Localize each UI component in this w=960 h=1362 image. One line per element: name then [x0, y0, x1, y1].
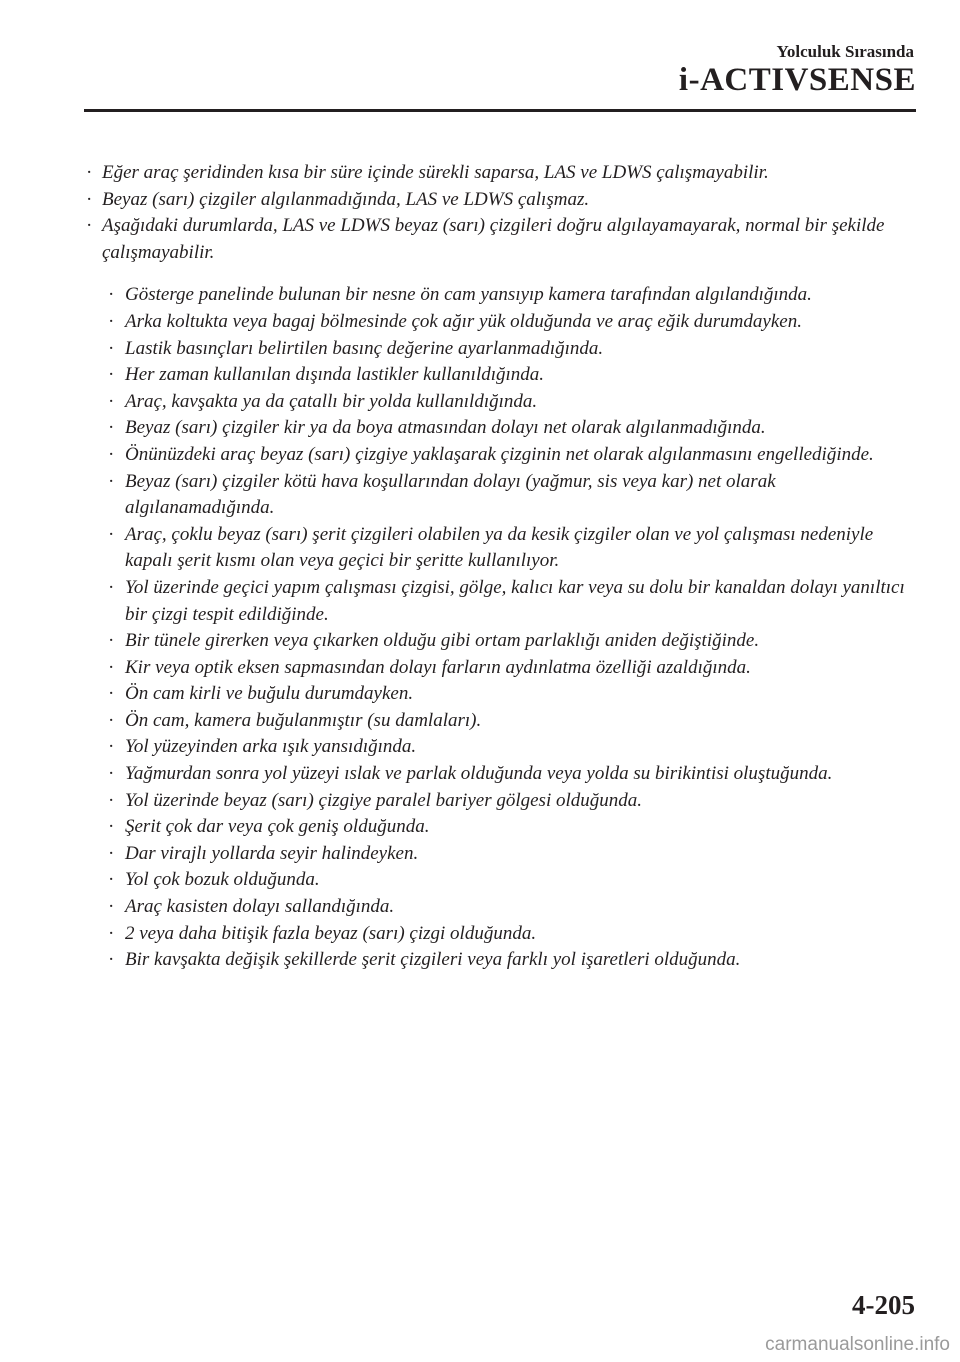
sub-list-item	[108, 522, 921, 575]
list-item-text: Bir tünele girerken veya çıkarken olduğu gibi ortam parlaklığı aniden değiştiğinde.	[125, 630, 760, 652]
bullet-dot-icon: ·	[108, 656, 115, 678]
watermark-link[interactable]: carmanualsonline.info	[765, 1334, 950, 1355]
bullet-dot-icon: ·	[108, 789, 115, 811]
sub-list-item	[108, 655, 921, 682]
page-number: 4-205	[852, 1290, 915, 1320]
bullet-dot-icon: ·	[108, 470, 115, 492]
bullet-dot-icon: ·	[108, 443, 115, 465]
sub-list-item	[108, 841, 921, 868]
bullet-dot-icon: ·	[108, 417, 115, 439]
main-list-item	[86, 160, 921, 187]
bullet-dot-icon: ·	[108, 763, 115, 785]
list-item-text: Ön cam kirli ve buğulu durumdayken.	[125, 683, 414, 705]
sub-list-item	[108, 575, 921, 628]
sub-list-item	[108, 336, 921, 363]
sub-list-item	[108, 734, 921, 761]
sub-list-item	[108, 389, 921, 416]
bullet-dot-icon: ·	[108, 922, 115, 944]
sub-list-item	[108, 309, 921, 336]
sub-list-item	[108, 469, 921, 522]
list-item-text: Ön cam, kamera buğulanmıştır (su damlaları).	[125, 709, 482, 731]
bullet-dot-icon: ·	[86, 188, 93, 210]
list-item-text: Araç, çoklu beyaz (sarı) şerit çizgileri olabilen ya da kesik çizgiler olan ve yol çalışması nedeniyle kapalı şerit kısmı olan veya geçici bir şeritte kullanılıyor.	[125, 523, 874, 572]
body-content	[86, 160, 921, 974]
bullet-dot-icon: ·	[108, 683, 115, 705]
list-item-text: Beyaz (sarı) çizgiler kir ya da boya atmasından dolayı net olarak algılanmadığında.	[125, 417, 766, 439]
sub-list-item	[108, 681, 921, 708]
main-list-item	[86, 213, 921, 266]
bullet-dot-icon: ·	[108, 337, 115, 359]
list-item-text: Yol üzerinde beyaz (sarı) çizgiye paralel bariyer gölgesi olduğunda.	[125, 789, 642, 811]
sub-list-item	[108, 947, 921, 974]
list-item-text: Önünüzdeki araç beyaz (sarı) çizgiye yaklaşarak çizginin net olarak algılanmasını engellediğinde.	[125, 443, 874, 465]
list-item-text: Yol üzerinde geçici yapım çalışması çizgisi, gölge, kalıcı kar veya su dolu bir kanaldan dolayı yanıltıcı bir çizgi tespit edildiğinde.	[125, 576, 905, 625]
list-item-text: Beyaz (sarı) çizgiler algılanmadığında, LAS ve LDWS çalışmaz.	[102, 188, 590, 210]
list-item-text: Gösterge panelinde bulunan bir nesne ön cam yansıyıp kamera tarafından algılandığında.	[125, 284, 812, 306]
sub-list-item	[108, 814, 921, 841]
main-bullet-list	[86, 160, 921, 266]
list-item-text: 2 veya daha bitişik fazla beyaz (sarı) çizgi olduğunda.	[125, 922, 537, 944]
sub-list-item	[108, 442, 921, 469]
list-item-text: Bir kavşakta değişik şekillerde şerit çizgileri veya farklı yol işaretleri olduğunda.	[125, 949, 741, 971]
bullet-dot-icon: ·	[108, 896, 115, 918]
list-item-text: Araç, kavşakta ya da çatallı bir yolda kullanıldığında.	[125, 390, 538, 412]
bullet-dot-icon: ·	[108, 869, 115, 891]
list-item-text: Dar virajlı yollarda seyir halindeyken.	[125, 842, 419, 864]
bullet-dot-icon: ·	[86, 162, 93, 183]
bullet-dot-icon: ·	[108, 523, 115, 545]
sub-list-item	[108, 415, 921, 442]
list-item-text: Aşağıdaki durumlarda, LAS ve LDWS beyaz (sarı) çizgileri doğru algılayamayarak, normal bir şekilde çalışmayabilir.	[102, 215, 885, 263]
sub-list-item	[108, 708, 921, 735]
bullet-dot-icon: ·	[108, 709, 115, 731]
sub-list-item	[108, 867, 921, 894]
header-divider	[84, 109, 916, 112]
list-item-text: Araç kasisten dolayı sallandığında.	[125, 896, 395, 918]
list-item-text: Lastik basınçları belirtilen basınç değerine ayarlanmadığında.	[125, 337, 604, 359]
bullet-dot-icon: ·	[108, 310, 115, 332]
list-item-text: Yağmurdan sonra yol yüzeyi ıslak ve parlak olduğunda veya yolda su birikintisi oluştuğunda.	[125, 763, 833, 785]
bullet-dot-icon: ·	[108, 816, 115, 838]
bullet-dot-icon: ·	[108, 576, 115, 598]
sub-list-item	[108, 921, 921, 948]
section-label: Yolculuk Sırasında	[776, 42, 914, 61]
sub-list-item	[108, 362, 921, 389]
list-item-text: Eğer araç şeridinden kısa bir süre içinde sürekli saparsa, LAS ve LDWS çalışmayabilir.	[102, 162, 769, 183]
list-item-text: Yol yüzeyinden arka ışık yansıdığında.	[125, 736, 417, 758]
list-item-text: Beyaz (sarı) çizgiler kötü hava koşullarından dolayı (yağmur, sis veya kar) net olarak algılanamadığında.	[125, 470, 776, 519]
sub-list-item	[108, 788, 921, 815]
bullet-dot-icon: ·	[108, 842, 115, 864]
sub-list-item	[108, 282, 921, 309]
bullet-dot-icon: ·	[108, 630, 115, 652]
bullet-dot-icon: ·	[108, 284, 115, 306]
list-item-text: Her zaman kullanılan dışında lastikler kullanıldığında.	[125, 364, 545, 386]
bullet-dot-icon: ·	[108, 364, 115, 386]
list-item-text: Arka koltukta veya bagaj bölmesinde çok ağır yük olduğunda ve araç eğik durumdayken.	[125, 310, 802, 332]
list-item-text: Yol çok bozuk olduğunda.	[125, 869, 320, 891]
sub-list-item	[108, 894, 921, 921]
main-list-item	[86, 187, 921, 214]
bullet-dot-icon: ·	[86, 215, 93, 237]
bullet-dot-icon: ·	[108, 736, 115, 758]
list-item-text: Şerit çok dar veya çok geniş olduğunda.	[125, 816, 430, 838]
sub-list-item	[108, 761, 921, 788]
bullet-dot-icon: ·	[108, 949, 115, 971]
chapter-title: i-ACTIVSENSE	[678, 62, 916, 98]
sub-list-item	[108, 628, 921, 655]
sub-bullet-list	[108, 282, 921, 973]
list-item-text: Kir veya optik eksen sapmasından dolayı farların aydınlatma özelliği azaldığında.	[125, 656, 751, 678]
bullet-dot-icon: ·	[108, 390, 115, 412]
